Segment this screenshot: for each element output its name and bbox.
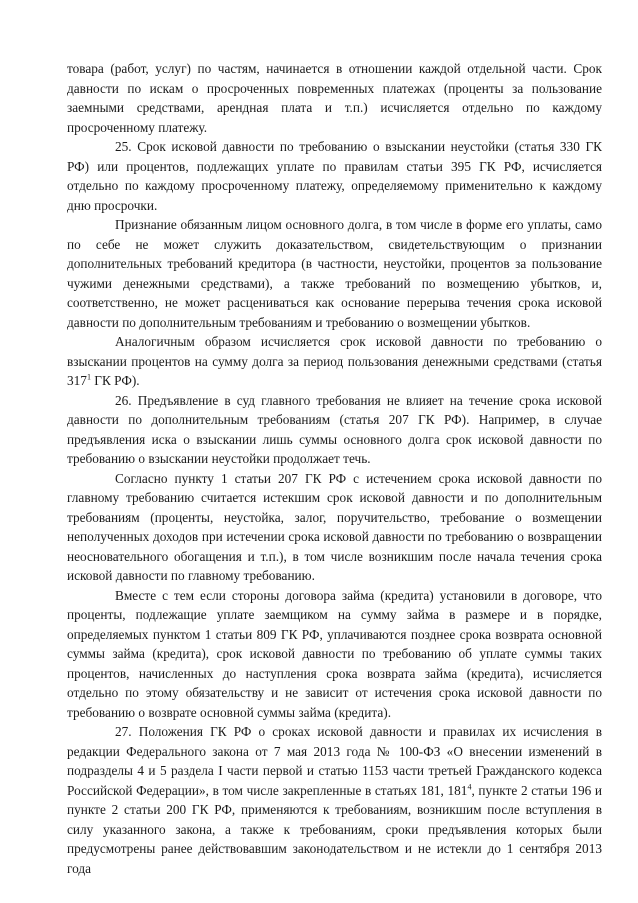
paragraph-acknowledgement bbox=[67, 215, 602, 332]
text-segment: , пункте 2 статьи 196 и пункте 2 статьи 200 ГК РФ, применяются к требованиям, возникшим после вступления в силу указанного закона, а также к требованиям, сроки предъявления которых были предусмотрены ранее действовавшим законодательством и не истекли до 1 сентября 2013 года bbox=[67, 782, 602, 876]
text-segment: Вместе с тем если стороны договора займа (кредита) установили в договоре, что проценты, подлежащие уплате заемщиком на сумму займа в размере и в порядке, определяемых пунктом 1 статьи 809 ГК РФ, уплачиваются позднее срока возврата основной суммы займа (кредита), срок исковой давности по требованию об уплате суммы таких процентов, начисленных до наступления срока возврата займа (кредита), исчисляется отдельно по этому обязательству и не зависит от истечения срока исковой давности по требованию о возврате основной суммы займа (кредита). bbox=[67, 587, 602, 720]
text-segment: Признание обязанным лицом основного долга, в том числе в форме его уплаты, само по себе не может служить доказательством, свидетельствующим о признании дополнительных требований кредитора (в частности, неустойки, процентов за пользование чужими денежными средствами), а также требований по возмещению убытков, и, соответственно, не может расцениваться как основание перерыва течения срока исковой давности по дополнительным требованиям и требованию о возмещении убытков. bbox=[67, 217, 602, 330]
text-segment: 26. Предъявление в суд главного требования не влияет на течение срока исковой давности по дополнительным требованиям (статья 207 ГК РФ). Например, в случае предъявления иска о взыскании лишь суммы основного долга срок исковой давности по требованию о взыскании неустойки продолжает течь. bbox=[67, 392, 602, 466]
paragraph-loan-agreement bbox=[67, 586, 602, 723]
paragraph-item-25 bbox=[67, 137, 602, 215]
text-segment: ГК РФ). bbox=[90, 373, 140, 388]
superscript-index: 4 bbox=[467, 782, 472, 792]
paragraph-interest-317 bbox=[67, 332, 602, 391]
paragraph-item-27 bbox=[67, 722, 602, 878]
text-segment: 27. Положения ГК РФ о сроках исковой давности и правилах их исчисления в редакции Федерального закона от 7 мая 2013 года № 100-ФЗ «О внесении изменений в подразделы 4 и 5 раздела I части первой и статью 1153 части третьей Гражданского кодекса Российской Федерации», в том числе закрепленные в статьях 181, 181 bbox=[67, 724, 602, 798]
text-segment: 25. Срок исковой давности по требованию о взыскании неустойки (статья 330 ГК РФ) или процентов, подлежащих уплате по правилам статьи 395 ГК РФ, исчисляется отдельно по каждому просроченному платежу, определяемому применительно к каждому дню просрочки. bbox=[67, 139, 602, 213]
text-segment: Аналогичным образом исчисляется срок исковой давности по требованию о взыскании процентов на сумму долга за период пользования денежными средствами (статья 317 bbox=[67, 334, 602, 388]
paragraph-article-207 bbox=[67, 469, 602, 586]
text-segment: Согласно пункту 1 статьи 207 ГК РФ с истечением срока исковой давности по главному требованию считается истекшим срок исковой давности и по дополнительным требованиям (проценты, неустойка, залог, поручительство, требование о возмещении неполученных доходов при истечении срока исковой давности по требованию о возвращении неосновательного обогащения и т.п.), в том числе возникшим после начала течения срока исковой давности по главному требованию. bbox=[67, 470, 602, 583]
text-segment: товара (работ, услуг) по частям, начинается в отношении каждой отдельной части. Срок давности по искам о просроченных повременных платежах (проценты за пользование заемными средствами, арендная плата и т.п.) исчисляется отдельно по каждому просроченному платежу. bbox=[67, 61, 602, 135]
document-page bbox=[67, 59, 602, 878]
paragraph-item-26 bbox=[67, 391, 602, 469]
superscript-index: 1 bbox=[86, 372, 91, 382]
paragraph-continuation bbox=[67, 59, 602, 137]
